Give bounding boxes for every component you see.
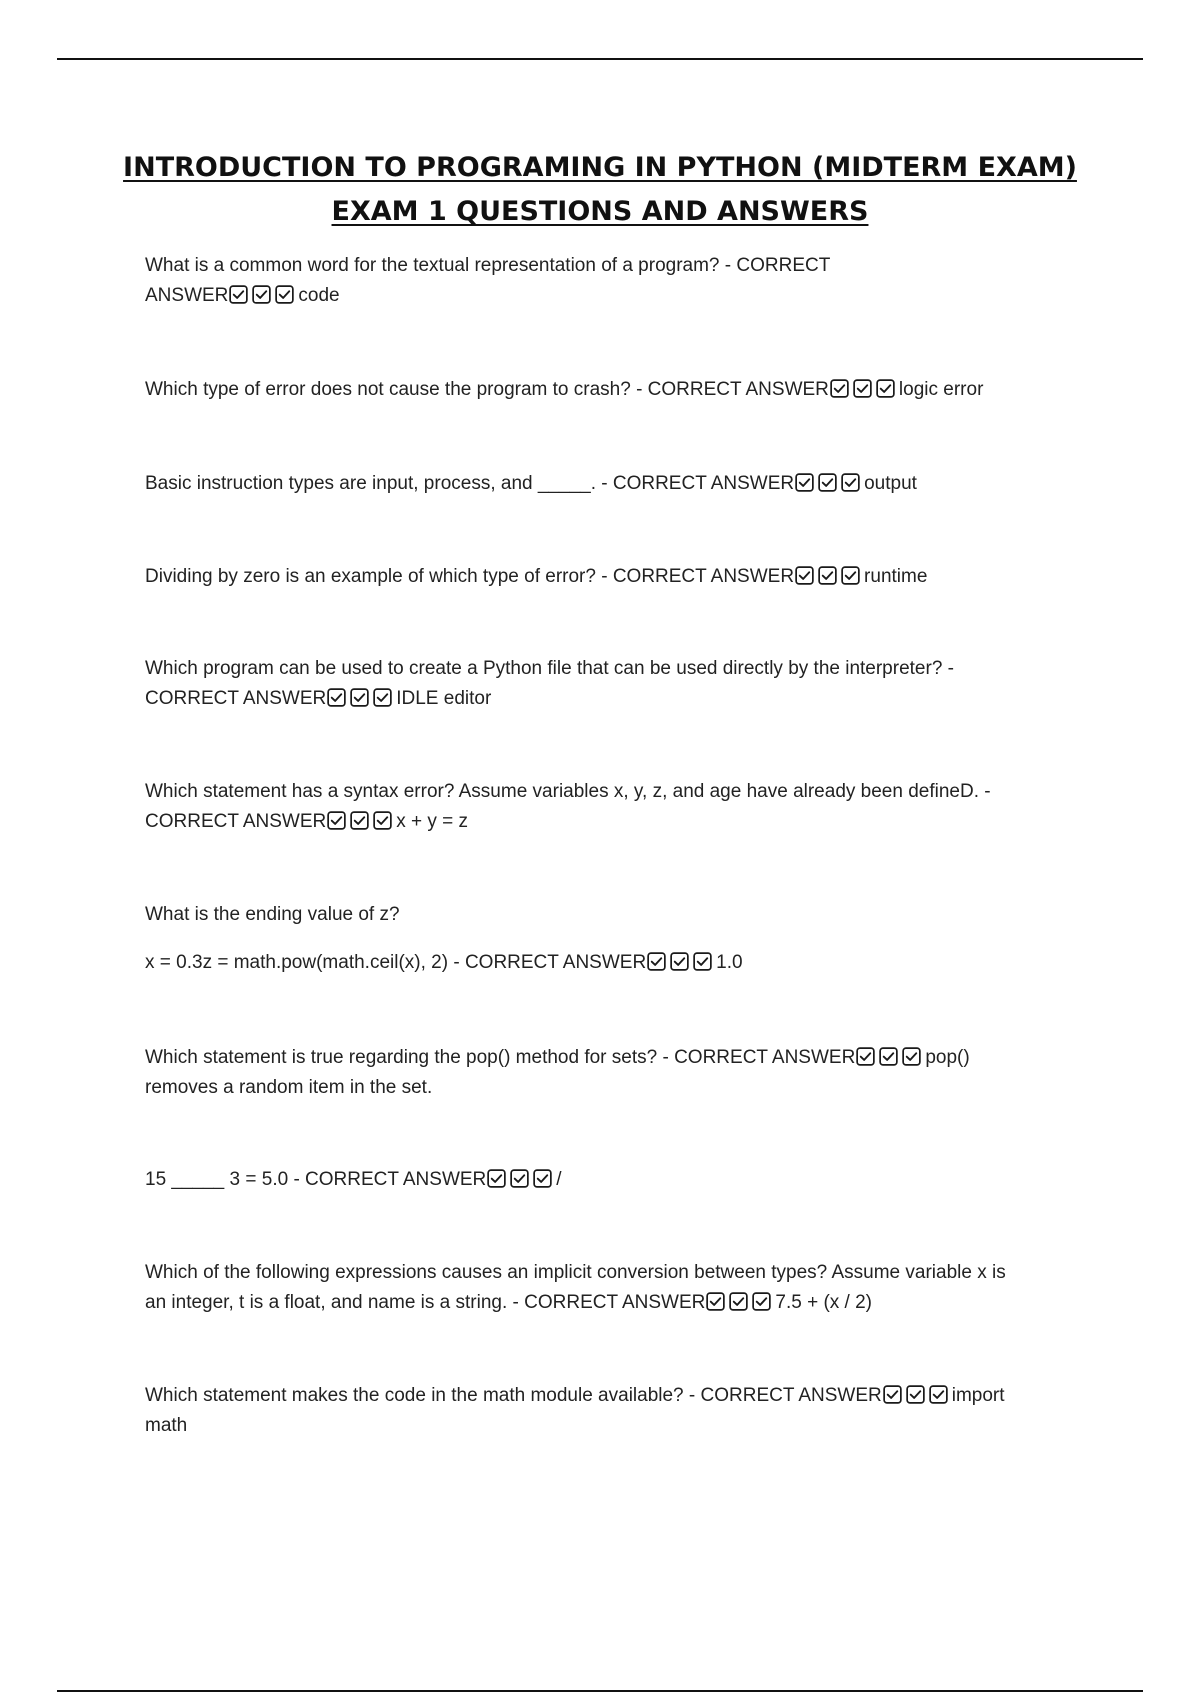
checkbox-check-icon — [373, 688, 392, 707]
checkbox-check-icon — [327, 688, 346, 707]
qa-item-6 — [145, 777, 1075, 837]
checkbox-check-icon — [752, 1292, 771, 1311]
question-line — [145, 562, 1075, 592]
answer-label: CORRECT ANSWER — [145, 688, 327, 709]
checkbox-check-icon — [853, 379, 872, 398]
answer-line — [145, 807, 1075, 837]
question-text: Which statement is true regarding the pop() method for sets? - CORRECT ANSWER — [145, 1047, 856, 1068]
checkbox-check-icon — [902, 1047, 921, 1066]
checkbox-check-icon — [350, 688, 369, 707]
checkbox-check-icon — [818, 566, 837, 585]
checkbox-check-icon — [510, 1169, 529, 1188]
question-line — [145, 469, 1075, 499]
checkbox-check-icon — [327, 811, 346, 830]
answer-continuation: math — [145, 1415, 188, 1436]
checkbox-check-icon — [252, 285, 271, 304]
check-group — [829, 375, 899, 405]
question-text: 15 _____ 3 = 5.0 - CORRECT ANSWER — [145, 1169, 487, 1190]
answer-label: ANSWER — [145, 285, 229, 306]
answer-label: CORRECT ANSWER — [145, 811, 327, 832]
answer-text: 7.5 + (x / 2) — [775, 1292, 872, 1313]
check-group — [486, 1165, 556, 1195]
qa-item-8 — [145, 1043, 1075, 1103]
title-line-2: EXAM 1 QUESTIONS AND ANSWERS — [331, 196, 869, 227]
question-text: Which statement makes the code in the math module available? - CORRECT ANSWER — [145, 1385, 882, 1406]
footer-rule — [57, 1690, 1143, 1692]
checkbox-check-icon — [906, 1385, 925, 1404]
answer-text: IDLE editor — [396, 688, 492, 709]
check-group — [705, 1288, 775, 1318]
question-line — [145, 375, 1075, 405]
answer-text: runtime — [864, 566, 928, 587]
question-line — [145, 1381, 1075, 1411]
question-text: Which of the following expressions causes an implicit conversion between types? Assume variable x is — [145, 1262, 1006, 1283]
answer-label: x = 0.3z = math.pow(math.ceil(x), 2) - CORRECT ANSWER — [145, 952, 647, 973]
checkbox-check-icon — [706, 1292, 725, 1311]
question-text: Dividing by zero is an example of which type of error? - CORRECT ANSWER — [145, 566, 795, 587]
checkbox-check-icon — [830, 379, 849, 398]
answer-line — [145, 948, 1075, 978]
check-group — [326, 807, 396, 837]
question-line — [145, 1165, 1075, 1195]
answer-text: / — [556, 1169, 562, 1190]
check-group — [882, 1381, 952, 1411]
checkbox-check-icon — [373, 811, 392, 830]
check-group — [794, 469, 864, 499]
checkbox-check-icon — [856, 1047, 875, 1066]
question-text: Which type of error does not cause the program to crash? - CORRECT ANSWER — [145, 379, 829, 400]
check-group — [794, 562, 864, 592]
checkbox-check-icon — [841, 473, 860, 492]
checkbox-check-icon — [647, 952, 666, 971]
answer-text: pop() — [925, 1047, 970, 1068]
qa-item-1 — [145, 251, 1075, 311]
qa-item-3 — [145, 469, 1075, 499]
check-group — [855, 1043, 925, 1073]
answer-text: code — [298, 285, 340, 306]
check-group — [228, 281, 298, 311]
answer-line — [145, 1288, 1075, 1318]
question-text: Which program can be used to create a Python file that can be used directly by the interpreter? - — [145, 658, 954, 679]
qa-item-5 — [145, 654, 1075, 714]
checkbox-check-icon — [883, 1385, 902, 1404]
answer-line — [145, 281, 1075, 311]
checkbox-check-icon — [876, 379, 895, 398]
question-text: Basic instruction types are input, process, and _____. - CORRECT ANSWER — [145, 473, 795, 494]
answer-text: output — [864, 473, 917, 494]
qa-item-9 — [145, 1165, 1075, 1195]
checkbox-check-icon — [795, 473, 814, 492]
qa-item-4 — [145, 562, 1075, 592]
checkbox-check-icon — [818, 473, 837, 492]
answer-text: logic error — [898, 379, 984, 400]
qa-item-7 — [145, 900, 1075, 978]
question-line — [145, 1043, 1075, 1073]
title-line-1: INTRODUCTION TO PROGRAMING IN PYTHON (MIDTERM EXAM) — [123, 152, 1077, 183]
checkbox-check-icon — [350, 811, 369, 830]
document-title — [100, 146, 1100, 234]
checkbox-check-icon — [693, 952, 712, 971]
checkbox-check-icon — [229, 285, 248, 304]
check-group — [326, 684, 396, 714]
checkbox-check-icon — [487, 1169, 506, 1188]
answer-text: import — [951, 1385, 1005, 1406]
checkbox-check-icon — [795, 566, 814, 585]
question-text: Which statement has a syntax error? Assume variables x, y, z, and age have already been defineD. - — [145, 781, 991, 802]
checkbox-check-icon — [670, 952, 689, 971]
checkbox-check-icon — [729, 1292, 748, 1311]
answer-line — [145, 684, 1075, 714]
check-group — [646, 948, 716, 978]
answer-continuation: removes a random item in the set. — [145, 1077, 433, 1098]
answer-text: x + y = z — [396, 811, 469, 832]
answer-label: an integer, t is a float, and name is a string. - CORRECT ANSWER — [145, 1292, 706, 1313]
checkbox-check-icon — [929, 1385, 948, 1404]
qa-item-2 — [145, 375, 1075, 405]
checkbox-check-icon — [533, 1169, 552, 1188]
qa-item-11 — [145, 1381, 1075, 1441]
answer-text: 1.0 — [716, 952, 743, 973]
checkbox-check-icon — [841, 566, 860, 585]
checkbox-check-icon — [879, 1047, 898, 1066]
question-text: What is a common word for the textual representation of a program? - CORRECT — [145, 255, 831, 276]
checkbox-check-icon — [275, 285, 294, 304]
question-text: What is the ending value of z? — [145, 904, 400, 925]
qa-item-10 — [145, 1258, 1075, 1318]
header-rule — [57, 58, 1143, 60]
